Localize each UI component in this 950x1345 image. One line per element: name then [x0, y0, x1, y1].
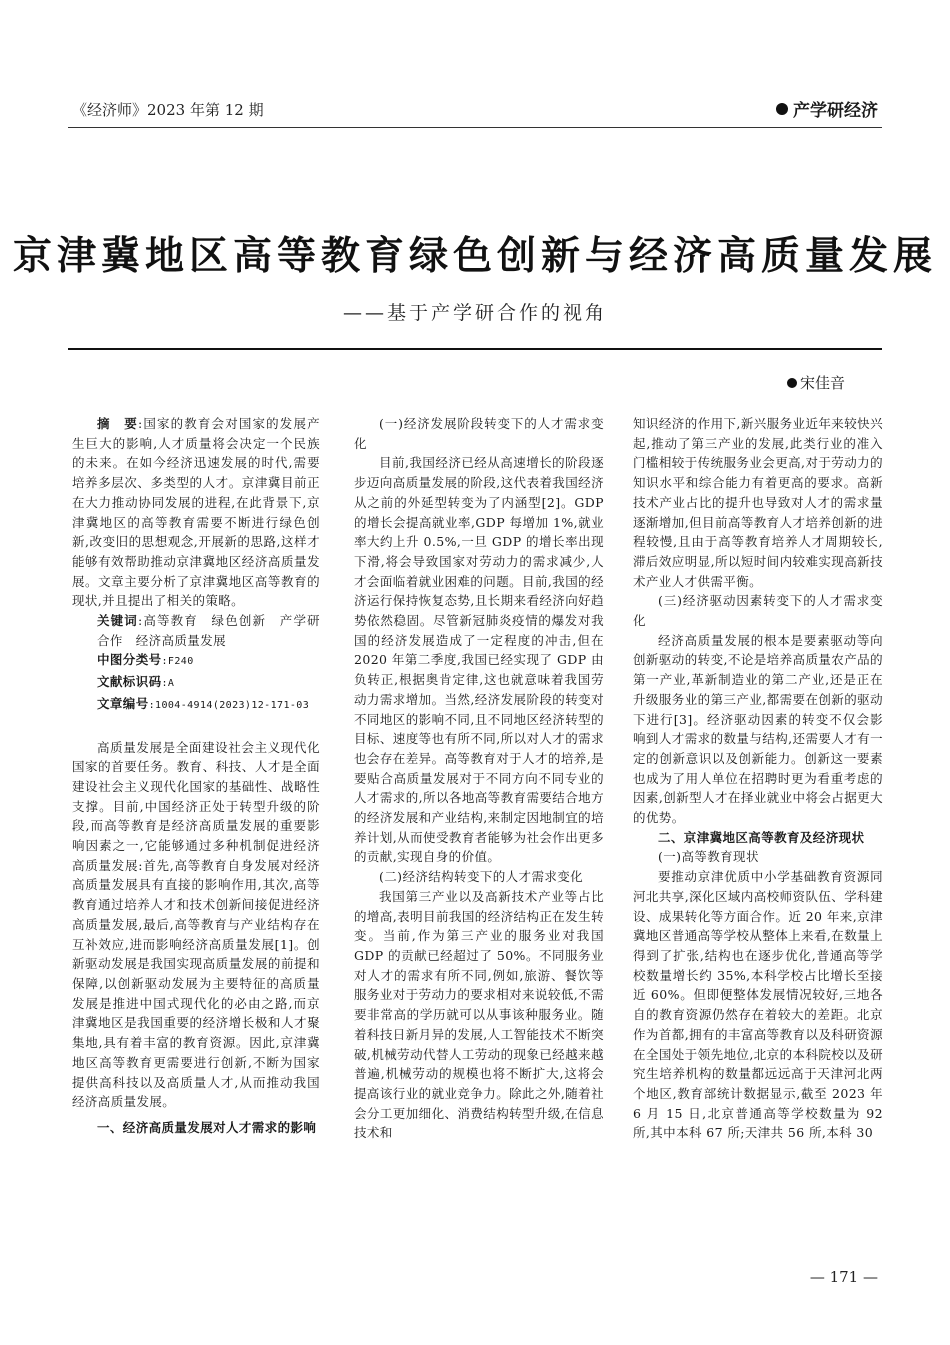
journal-issue: 《经济师》2023 年第 12 期: [72, 101, 264, 119]
title-divider: [68, 348, 882, 350]
body-paragraph: 目前,我国经济已经从高速增长的阶段逐步迈向高质量发展的阶段,这代表着我国经济从之前的外延型转变为了内涵型[2]。GDP 的增长会提高就业率,GDP 每增加 1%,就业率大约上升 0.5%,一旦 GDP 的增长率出现下滑,将会导致国家对劳动力的需求减少,人才会面临着就业困难的问题。目前,我国的经济运行保持恢复态势,且长期来看经济向好趋势依然稳固。尽管新冠肺炎疫情的爆发对我国的经济发展造成了一定程度的冲击,但在 2020 年第二季度,我国已经实现了 GDP 由负转正,根据奥肯定律,这也就意味着我国劳动力需求增加。当然,经济发展阶段的转变对不同地区的影响不同,且不同地区经济转型的目标、速度等也有所不同,所以对人才的需求也会存在差异。高等教育对于人才的培养,是要贴合高质量发展对于不同方向不同专业的人才需求的,所以各地高等教育需要结合地方的经济发展和产业结构,来制定因地制宜的培养计划,从而使受教育者能够为社会作出更多的贡献,实现自身的价值。: [354, 455, 604, 865]
keywords-label: 关键词: [97, 613, 138, 629]
bullet-icon: [787, 378, 797, 388]
page-number: — 171 —: [809, 1268, 878, 1286]
body-paragraph: 经济高质量发展的根本是要素驱动等向创新驱动的转变,不论是培养高质量农产品的第一产业,革新制造业的第二产业,还是正在升级服务业的第三产业,都需要在创新的驱动下进行[3]。经济驱动因素的转变不仅会影响到人才需求的数量与结构,还需要人才有一定的创新意识以及创新能力。创新这一要素也成为了用人单位在招聘时更为看重考虑的因素,创新型人才在择业就业中将会占据更大的优势。: [633, 632, 883, 826]
subsection-heading: (一)高等教育现状: [658, 849, 759, 865]
author-name: 宋佳音: [799, 374, 845, 392]
column-1: [72, 414, 320, 1138]
clc-value: :F240: [161, 656, 194, 668]
body-paragraph: 知识经济的作用下,新兴服务业近年来较快兴起,推动了第三产业的发展,此类行业的准入门槛相较于传统服务业会更高,对于劳动力的知识水平和综合能力有着更高的要求。高新技术产业占比的提升也导致对人才的需求量逐渐增加,但目前高等教育人才培养创新的进程较慢,且由于高等教育培养人才周期较长,滞后效应明显,所以短时间内较难实现高新技术产业人才供需平衡。: [633, 416, 883, 589]
header-divider: [68, 127, 882, 128]
keywords-text: :高等教育 绿色创新 产学研合作 经济高质量发展: [97, 613, 321, 648]
body-paragraph: 我国第三产业以及高新技术产业等占比的增高,表明目前我国的经济结构正在发生转变。当前,作为第三产业的服务业对我国 GDP 的贡献已经超过了 50%。不同服务业对人才的需求有所不同,例如,旅游、餐饮等服务业对于劳动力的要求相对来说较低,不需要非常高的学历就可以从事该种服务业。随着科技日新月异的发展,人工智能技术不断突破,机械劳动代替人工劳动的现象已经越来越普遍,机械劳动的规模也将不断扩大,这将会提高该行业的就业竞争力。除此之外,随着社会分工更加细化、消费结构转型升级,在信息技术和: [354, 888, 604, 1141]
article-number-value: :1004-4914(2023)12-171-03: [148, 699, 310, 711]
doc-code-label: 文献标识码: [97, 674, 162, 690]
clc-number: [72, 650, 320, 672]
section-label: [776, 96, 878, 121]
article-number: [72, 694, 320, 716]
author: [787, 372, 845, 393]
clc-label: 中图分类号: [97, 652, 162, 668]
column-3: [633, 414, 883, 1143]
abstract: [72, 414, 320, 611]
article-number-label: 文章编号: [97, 695, 149, 711]
article-title: 京津冀地区高等教育绿色创新与经济高质量发展: [12, 234, 937, 279]
subsection-heading: (三)经济驱动因素转变下的人才需求变化: [633, 593, 883, 629]
body-paragraph: 要推动京津优质中小学基础教育资源同河北共享,深化区域内高校师资队伍、学科建设、成果转化等方面合作。近 20 年来,京津冀地区普通高等学校从整体上来看,在数量上得到了扩张,结构也在逐步优化,普通高等学校数量增长约 35%,本科学校占比增长至接近 60%。但即便整体发展情况较好,三地各自的教育资源仍然存在着较大的差距。北京作为首都,拥有的丰富高等教育以及科研资源在全国处于领先地位,北京的本科院校以及研究生培养机构的数量都远远高于天津河北两个地区,教育部统计数据显示,截至 2023 年 6 月 15 日,北京普通高等学校数量为 92 所,其中本科 67 所;天津共 56 所,本科 30: [633, 869, 883, 1141]
doc-code-value: :A: [161, 678, 175, 690]
document-code: [72, 672, 320, 694]
subsection-heading: (一)经济发展阶段转变下的人才需求变化: [354, 416, 604, 451]
bullet-icon: [776, 103, 788, 115]
section-heading-1: 一、经济高质量发展对人才需求的影响: [97, 1119, 317, 1135]
section-heading-2: 二、京津冀地区高等教育及经济现状: [658, 829, 865, 845]
abstract-text: :国家的教育会对国家的发展产生巨大的影响,人才质量将会决定一个民族的未来。在如今经济迅速发展的时代,需要培养多层次、多类型的人才。京津冀目前正在大力推动协同发展的进程,在此背景下,京津冀地区的高等教育需要不断进行绿色创新,改变旧的思想观念,开展新的思路,这样才能够有效帮助推动京津冀地区经济高质量发展。文章主要分析了京津冀地区高等教育的现状,并且提出了相关的策略。: [72, 416, 321, 609]
article-subtitle: ——基于产学研合作的视角: [342, 302, 607, 324]
intro-paragraph: 高质量发展是全面建设社会主义现代化国家的首要任务。教育、科技、人才是全面建设社会主义现代化国家的基础性、战略性支撑。目前,中国经济正处于转型升级的阶段,而高等教育是经济高质量发展的重要影响因素之一,它能够通过多种机制促进经济高质量发展:首先,高等教育自身发展对经济高质量发展具有直接的影响作用,其次,高等教育通过培养人才和技术创新间接促进经济高质量发展,最后,高等教育与产业结构存在互补效应,进而影响经济高质量发展[1]。创新驱动发展是我国实现高质量发展的前提和保障,以创新驱动发展为主要特征的高质量发展是推进中国式现代化的必由之路,而京津冀地区是我国重要的经济增长极和人才聚集地,具有着丰富的教育资源。因此,京津冀地区高等教育更需要进行创新,不断为国家提供高科技以及高质量人才,从而推动我国经济高质量发展。: [72, 739, 320, 1110]
section-label-text: 产学研经济: [793, 101, 878, 121]
abstract-label: 摘 要: [97, 416, 138, 431]
column-2: [354, 414, 604, 1143]
subsection-heading: (二)经济结构转变下的人才需求变化: [379, 869, 584, 885]
keywords: [72, 611, 320, 650]
